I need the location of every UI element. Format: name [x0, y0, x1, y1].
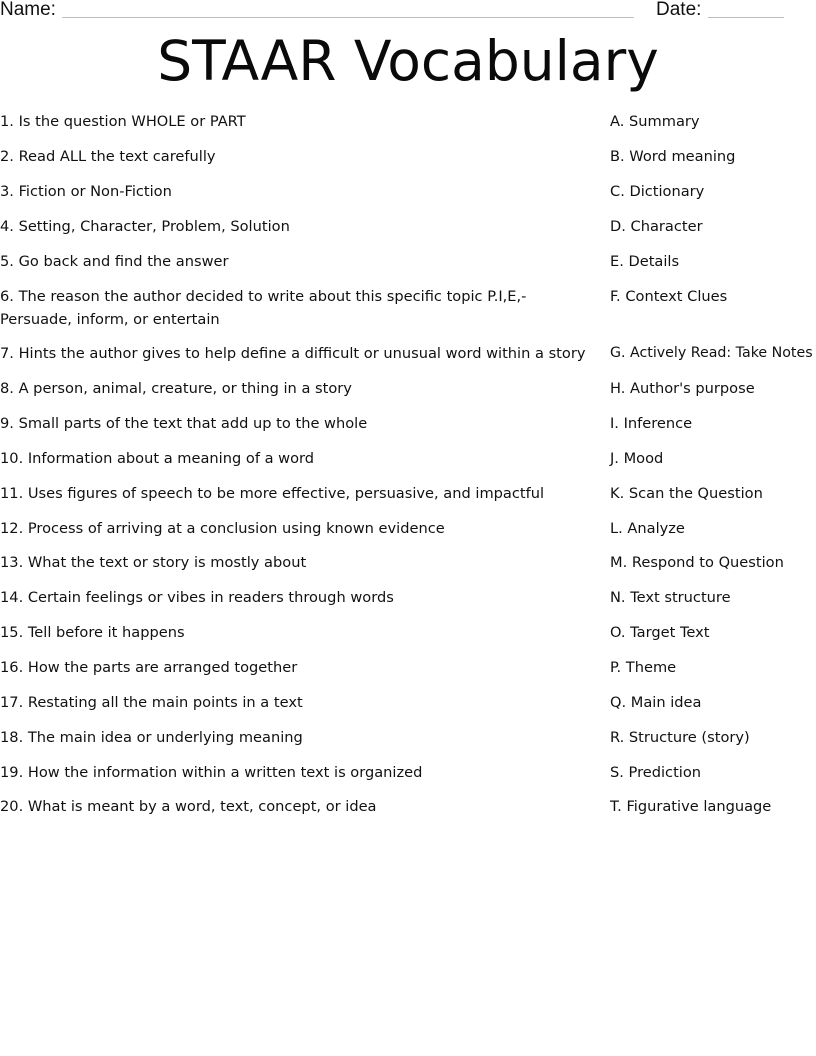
answer-item: H. Author's purpose: [610, 380, 755, 397]
answer-item: N. Text structure: [610, 589, 731, 606]
question-item: 1. Is the question WHOLE or PART: [0, 113, 246, 130]
question-item: 2. Read ALL the text carefully: [0, 148, 216, 165]
question-item: 14. Certain feelings or vibes in readers through words: [0, 589, 394, 606]
question-item: 7. Hints the author gives to help define a difficult or unusual word within a story: [0, 345, 586, 362]
question-item: 12. Process of arriving at a conclusion using known evidence: [0, 520, 445, 537]
answer-item: I. Inference: [610, 415, 693, 432]
answer-item: F. Context Clues: [610, 288, 728, 305]
answer-item: A. Summary: [610, 113, 700, 130]
question-item: 3. Fiction or Non-Fiction: [0, 183, 172, 200]
name-blank-line: [62, 17, 634, 18]
question-item: 18. The main idea or underlying meaning: [0, 729, 303, 746]
worksheet-header: [0, 0, 816, 26]
question-item: 13. What the text or story is mostly about: [0, 554, 307, 571]
question-item: 4. Setting, Character, Problem, Solution: [0, 218, 290, 235]
name-label: Name:: [0, 0, 56, 20]
answer-item: B. Word meaning: [610, 148, 736, 165]
answer-item: M. Respond to Question: [610, 554, 784, 571]
answer-item: J. Mood: [610, 450, 664, 467]
date-label: Date:: [656, 0, 702, 20]
answer-item: Q. Main idea: [610, 694, 702, 711]
answer-item: T. Figurative language: [610, 798, 772, 815]
question-item: 16. How the parts are arranged together: [0, 659, 298, 676]
question-item: 9. Small parts of the text that add up to the whole: [0, 415, 368, 432]
question-item: 19. How the information within a written text is organized: [0, 764, 423, 781]
answer-item: C. Dictionary: [610, 183, 705, 200]
answer-item: P. Theme: [610, 659, 677, 676]
date-blank-line: [708, 17, 784, 18]
question-item: 15. Tell before it happens: [0, 624, 185, 641]
answer-item: R. Structure (story): [610, 729, 750, 746]
answer-item: L. Analyze: [610, 520, 685, 537]
answer-item: S. Prediction: [610, 764, 702, 781]
question-item: 6. The reason the author decided to write about this specific topic P.I,E,- Persuade, inform, or entertain: [0, 288, 527, 328]
page-title: STAAR Vocabulary: [157, 29, 659, 93]
answer-item: K. Scan the Question: [610, 485, 763, 502]
question-item: 5. Go back and find the answer: [0, 253, 229, 270]
question-item: 10. Information about a meaning of a word: [0, 450, 315, 467]
answer-item: G. Actively Read: Take Notes: [610, 345, 813, 361]
question-item: 17. Restating all the main points in a text: [0, 694, 303, 711]
answer-item: E. Details: [610, 253, 680, 270]
answer-item: D. Character: [610, 218, 703, 235]
answer-item: O. Target Text: [610, 624, 710, 641]
question-item: 8. A person, animal, creature, or thing in a story: [0, 380, 352, 397]
question-item: 20. What is meant by a word, text, concept, or idea: [0, 798, 377, 815]
question-item: 11. Uses figures of speech to be more effective, persuasive, and impactful: [0, 485, 545, 502]
